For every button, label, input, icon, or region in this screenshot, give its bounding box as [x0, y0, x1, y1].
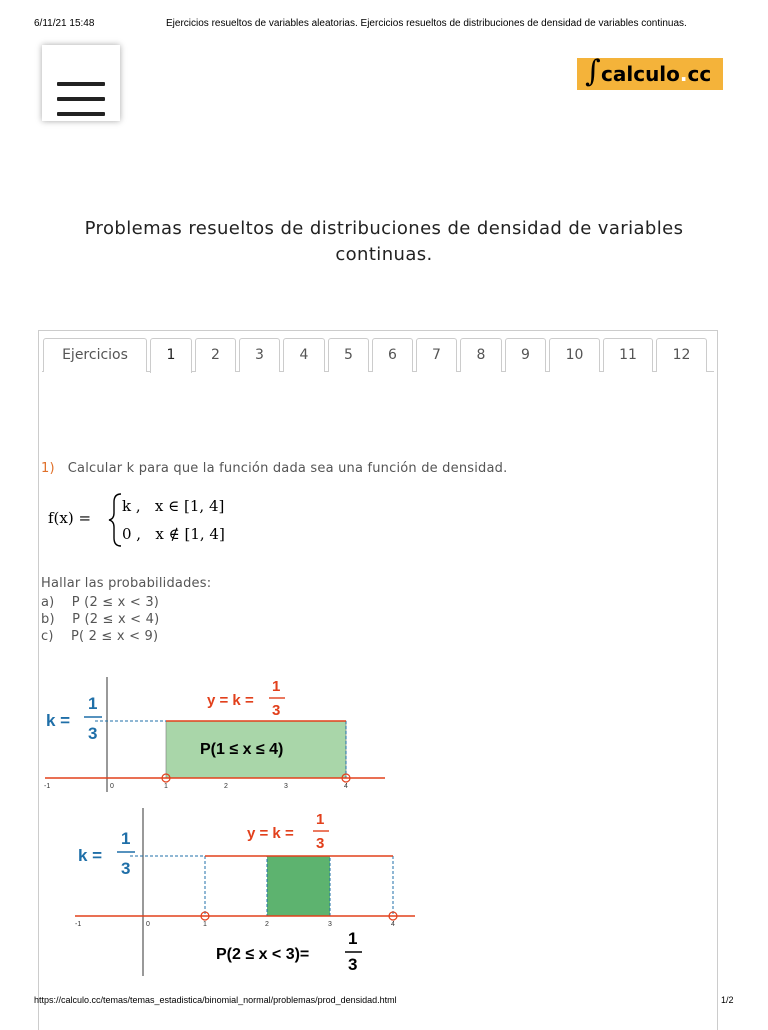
- logo-text: calculo.cc: [601, 62, 712, 86]
- k-label: k =: [78, 846, 103, 865]
- print-header: [0, 0, 768, 30]
- tab-1[interactable]: 1: [150, 338, 192, 373]
- density-graph-2: [70, 806, 430, 978]
- area-fraction-den: 3: [348, 955, 358, 974]
- y-equals-k-label: y = k =: [247, 825, 294, 842]
- tick-label: 0: [146, 921, 150, 928]
- formula-lhs: f(x) =: [48, 509, 92, 527]
- k-fraction-num: 1: [88, 694, 98, 713]
- probability-item-a: a) P (2 ≤ x < 3): [41, 595, 160, 610]
- tab-8[interactable]: 8: [460, 338, 502, 372]
- tick-label: 3: [328, 921, 332, 928]
- tab-5[interactable]: 5: [328, 338, 369, 372]
- probabilities-heading: Hallar las probabilidades:: [41, 576, 212, 591]
- menu-button[interactable]: [42, 45, 120, 121]
- y-fraction-num: 1: [272, 678, 281, 695]
- tab-2[interactable]: 2: [195, 338, 236, 372]
- tab-7[interactable]: 7: [416, 338, 457, 372]
- y-fraction-den: 3: [316, 835, 325, 852]
- tab-12[interactable]: 12: [656, 338, 707, 372]
- y-fraction-num: 1: [316, 811, 325, 828]
- probability-item-b: b) P (2 ≤ x < 4): [41, 612, 160, 627]
- tick-label: -1: [44, 783, 51, 790]
- y-fraction-den: 3: [272, 702, 281, 719]
- tick-label: 1: [203, 921, 207, 928]
- probability-item-c: c) P( 2 ≤ x < 9): [41, 629, 159, 644]
- tick-label: 3: [284, 783, 288, 790]
- area-label: P(2 ≤ x < 3)=: [216, 946, 310, 963]
- k-fraction-den: 3: [121, 859, 131, 878]
- probability-area: [267, 856, 330, 916]
- print-datetime: 6/11/21 15:48: [34, 18, 95, 29]
- area-label: P(1 ≤ x ≤ 4): [200, 741, 284, 758]
- tab-4[interactable]: 4: [283, 338, 325, 372]
- k-fraction-den: 3: [88, 724, 98, 743]
- integral-icon: ∫: [585, 54, 601, 89]
- formula-case-2: 0 , x ∉ [1, 4]: [122, 525, 225, 543]
- area-fraction-num: 1: [348, 929, 358, 948]
- tick-label: 1: [164, 783, 168, 790]
- tick-label: 4: [391, 921, 395, 928]
- density-graph-1: [40, 672, 390, 797]
- formula-case-1: k , x ∈ [1, 4]: [122, 497, 225, 515]
- k-fraction-num: 1: [121, 829, 131, 848]
- tab-11[interactable]: 11: [603, 338, 653, 372]
- tab-3[interactable]: 3: [239, 338, 280, 372]
- tab-9[interactable]: 9: [505, 338, 546, 372]
- tick-label: 4: [344, 783, 348, 790]
- tab-10[interactable]: 10: [549, 338, 600, 372]
- site-logo[interactable]: [577, 54, 723, 90]
- tick-label: -1: [75, 921, 82, 928]
- k-label: k =: [46, 711, 71, 730]
- tick-label: 2: [265, 921, 269, 928]
- page-number: 1/2: [721, 995, 734, 1005]
- problem-text: Calcular k para que la función dada sea una función de densidad.: [67, 461, 508, 476]
- problem-statement: [41, 461, 507, 476]
- page-url: https://calculo.cc/temas/temas_estadistica/binomial_normal/problemas/prod_densidad.html: [34, 995, 397, 1005]
- tab-ejercicios[interactable]: Ejercicios: [43, 338, 147, 372]
- y-equals-k-label: y = k =: [207, 692, 254, 709]
- page-title: Problemas resueltos de distribuciones de densidad de variables continuas.: [84, 218, 684, 265]
- tab-6[interactable]: 6: [372, 338, 413, 372]
- print-title: Ejercicios resueltos de variables aleatorias. Ejercicios resueltos de distribuciones de densidad de variables continuas.: [166, 18, 687, 29]
- problem-number: 1): [41, 461, 55, 476]
- tick-label: 2: [224, 783, 228, 790]
- tick-label: 0: [110, 783, 114, 790]
